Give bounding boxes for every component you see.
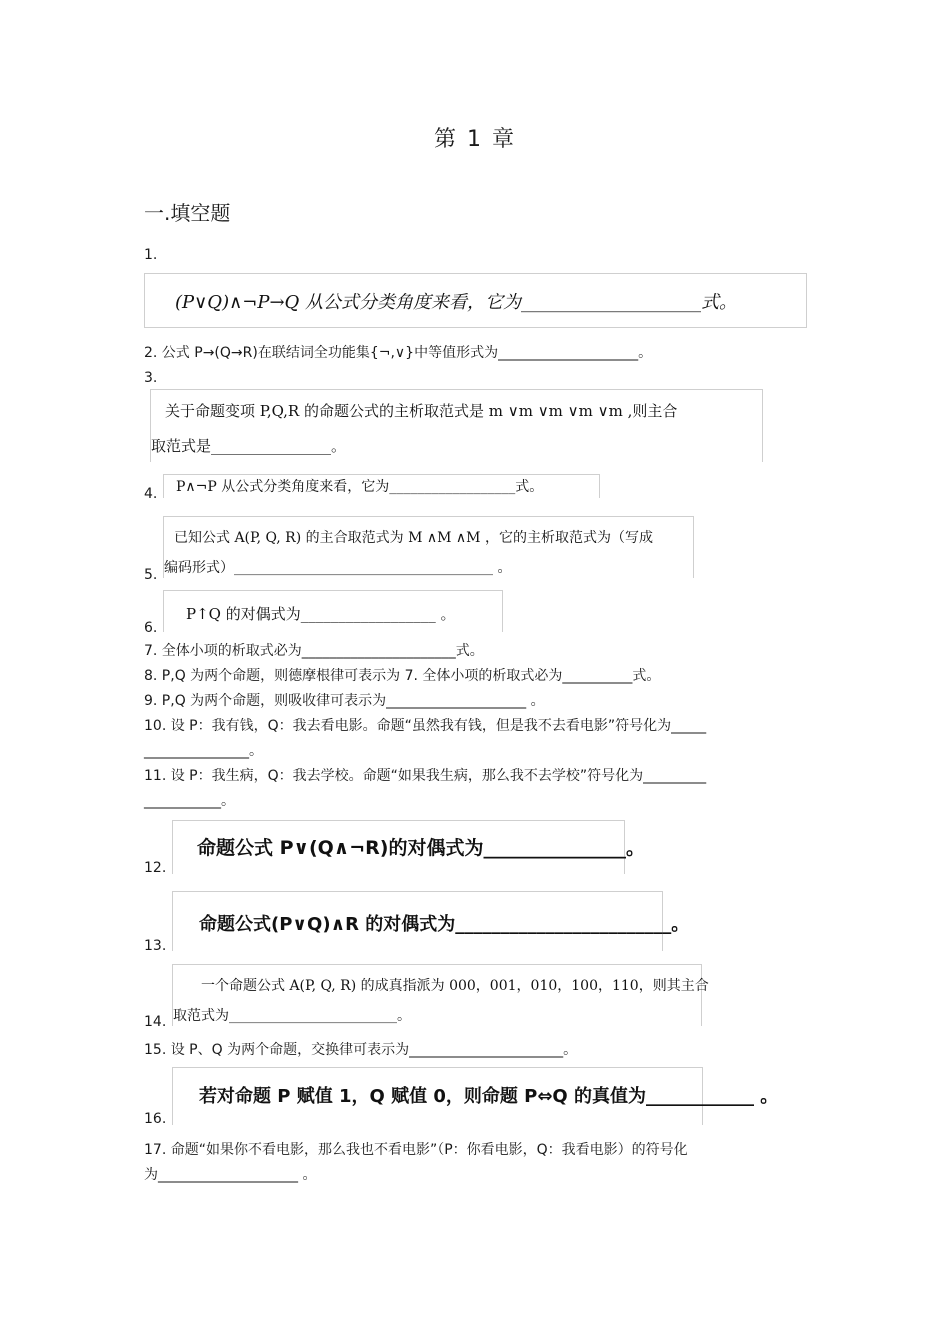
question-16-image bbox=[172, 1067, 779, 1125]
question-16-number: 16. bbox=[144, 1111, 167, 1127]
question-1-image bbox=[144, 273, 807, 328]
question-11-line-2: ___________。 bbox=[144, 793, 235, 809]
question-5-line-1: 已知公式 A(P, Q, R) 的主合取范式为 M ∧M ∧M ，它的主析取范式为（写成 bbox=[174, 530, 653, 546]
question-17-line-1: 17. 命题“如果你不看电影，那么我也不看电影”（P：你看电影，Q：我看电影）的符号化 bbox=[144, 1142, 688, 1158]
page-title: 第 1 章 bbox=[434, 127, 516, 152]
question-13-image bbox=[172, 891, 690, 951]
question-13-number: 13. bbox=[144, 938, 167, 954]
question-7: 7. 全体小项的析取式必为______________________式。 bbox=[144, 643, 484, 659]
question-14-line-2: 取范式为________________________。 bbox=[173, 1008, 411, 1024]
question-15: 15. 设 P、Q 为两个命题，交换律可表示为______________________。 bbox=[144, 1042, 578, 1058]
question-1-text: (P∨Q)∧¬P→Q 从公式分类角度来看，它为____________________式。 bbox=[175, 292, 738, 313]
section-heading: 一.填空题 bbox=[144, 201, 231, 225]
question-4-number: 4. bbox=[144, 486, 158, 502]
question-12-text: 命题公式 P∨(Q∧¬R)的对偶式为_______________。 bbox=[197, 837, 645, 859]
question-3-line-2: 取范式是________________。 bbox=[151, 437, 347, 455]
question-14-number: 14. bbox=[144, 1014, 167, 1030]
question-10-line-1: 10. 设 P：我有钱，Q：我去看电影。命题“虽然我有钱，但是我不去看电影”符号化为_____ bbox=[144, 718, 707, 734]
question-11-line-1: 11. 设 P：我生病，Q：我去学校。命题“如果我生病，那么我不去学校”符号化为_________ bbox=[144, 768, 707, 784]
question-6-image bbox=[163, 590, 503, 632]
question-5-line-2: 编码形式）_____________________________________ 。 bbox=[164, 560, 512, 576]
question-17-line-2: 为____________________ 。 bbox=[144, 1167, 317, 1183]
question-12-number: 12. bbox=[144, 860, 167, 876]
question-3-image bbox=[150, 389, 763, 462]
question-16-text: 若对命题 P 赋值 1，Q 赋值 0，则命题 P⇔Q 的真值为____________ 。 bbox=[199, 1086, 779, 1107]
question-1-number: 1. bbox=[144, 247, 158, 263]
question-4-text: P∧¬P 从公式分类角度来看，它为__________________式。 bbox=[176, 479, 544, 495]
question-13-text: 命题公式(P∨Q)∧R 的对偶式为________________________。 bbox=[199, 914, 690, 935]
question-3-line-1: 关于命题变项 P,Q,R 的命题公式的主析取范式是 m ∨m ∨m ∨m ∨m ,则主合 bbox=[165, 402, 678, 420]
question-5-number: 5. bbox=[144, 567, 158, 583]
question-14-line-1: 一个命题公式 A(P, Q, R) 的成真指派为 000，001，010，100，110，则其主合 bbox=[201, 978, 709, 994]
question-6-number: 6. bbox=[144, 620, 158, 636]
question-2: 2. 公式 P→(Q→R)在联结词全功能集{¬,∨}中等值形式为____________________。 bbox=[144, 345, 653, 361]
question-4-image bbox=[163, 474, 600, 498]
question-12-image bbox=[172, 820, 645, 874]
question-6-text: P↑Q 的对偶式为__________________ 。 bbox=[186, 605, 456, 623]
question-14-image bbox=[172, 964, 709, 1026]
question-9: 9. P,Q 为两个命题，则吸收律可表示为____________________ 。 bbox=[144, 693, 545, 709]
question-3-number: 3. bbox=[144, 370, 158, 386]
question-8: 8. P,Q 为两个命题，则德摩根律可表示为 7. 全体小项的析取式必为__________式。 bbox=[144, 668, 661, 684]
question-10-line-2: _______________。 bbox=[144, 743, 263, 759]
question-5-image bbox=[163, 516, 694, 578]
